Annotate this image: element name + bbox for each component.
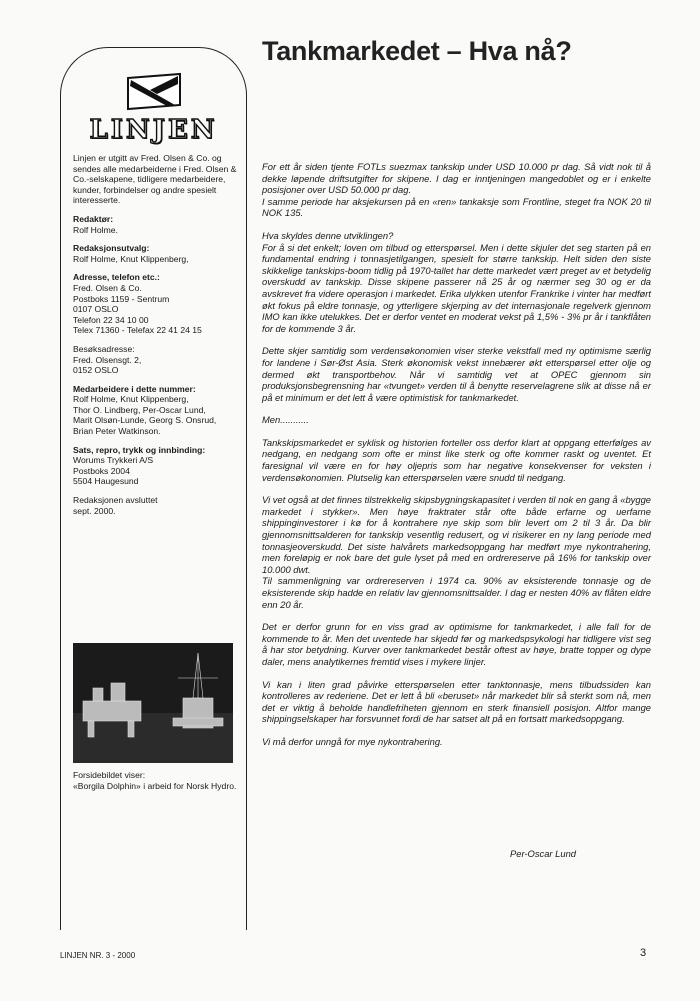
masthead-section-line: Postboks 1159 - Sentrum [73,293,170,304]
masthead-section [73,445,241,487]
photo-caption: Forsidebildet viser: «Borgila Dolphin» i arbeid for Norsk Hydro. [73,770,237,791]
masthead-section-line: sept. 2000. [73,505,116,516]
masthead-section-heading: Redaktør: [73,213,114,224]
masthead-sidebar [60,47,247,930]
masthead-section [73,344,241,376]
masthead-section-line: Telex 71360 - Telefax 22 41 24 15 [73,325,202,336]
masthead-section-heading: Adresse, telefon etc.: [73,272,160,283]
masthead-section [73,495,241,516]
oil-rig-image-icon [73,643,233,763]
masthead-section-line: Marit Olsøn-Lunde, Georg S. Onsrud, [73,415,217,426]
page-number: 3 [640,947,647,959]
article-title: Tankmarkedet – Hva nå? [262,36,572,66]
flag-logo-icon [125,72,183,112]
logo [61,72,246,145]
masthead-section-line: Thor O. Lindberg, Per-Oscar Lund, [73,404,206,415]
article-paragraph: Hva skyldes denne utviklingen? For å si det enkelt; loven om tilbud og etterspørsel. Men i dette skjuler det seg starten på en fundamental endring i tonnasjetilgangen, spesielt for større tankskip. Helt siden den siste skikkelige tankskips-boom tidlig på 1970-tallet har dette markedet vært preget av et betydelig overskudd av tankskip. Disse skipene passerer nå 25 år og nærmer seg 30 og er da avskrevet fra videre operasjon i markedet. Erika ulykken utenfor Frankrike i vinter har medført økt fokus på eldre tonnasje, og ytterligere skjerping av det internasjonale regelverk gjennom IMO kan ikke utelukkes. Det er derfor ventet en moderat vekst på 1,5% - 3% pr år i tankflåten for de kommende 3 år. [262,229,651,334]
masthead-section [73,384,241,437]
masthead-section [73,214,241,235]
masthead-section-line: Brian Peter Watkinson. [73,426,161,437]
masthead-section [73,272,241,336]
masthead-section-line: Worums Trykkeri A/S [73,455,154,466]
logo-text: LINJEN [89,115,218,145]
show-through-text [258,66,638,106]
article-paragraph: For ett år siden tjente FOTLs suezmax tankskip under USD 10.000 pr dag. Så vidt nok til å dekke løpende driftsutgifter for skipene. I dag er inntjeningen mangedoblet og er i enkelte posisjoner over USD 50.000 pr dag. I samme periode har aksjekursen på en «ren» tankaksje som Frontline, steget fra NOK 20 til NOK 135. [262,161,651,219]
masthead-intro: Linjen er utgitt av Fred. Olsen & Co. og sendes alle medarbeiderne i Fred. Olsen & Co.-selskapene, tidligere medarbeidere, kunder, forbindelser og andre spesielt interesserte. [73,153,237,206]
masthead-section-line: 0152 OSLO [73,365,119,376]
masthead-section-heading: Sats, repro, trykk og innbinding: [73,444,206,455]
masthead-section-line: Fred. Olsen & Co. [73,282,142,293]
article-paragraph: Tankskipsmarkedet er syklisk og historien forteller oss derfor klart at oppgang etterfølges av nedgang, en nedgang som ofte er minst like sterk og ofte kommer raskt og uventet. Et faresignal vil være en for høy oljepris som har negative konsekvenser for veksten i verdensøkonomien. Plutselig kan etterspørselen være snudd til nedgang. [262,436,651,483]
author-signature: Per-Oscar Lund [510,848,577,859]
cover-photo-oil-rig [73,643,233,763]
article-paragraph: Det er derfor grunn for en viss grad av optimisme for tankmarkedet, i alle fall for de kommende to år. Men det uventede har skjedd før og markedspsykologi har tidligere vist seg å har stor betydning. Kurver over tankmarkedet består oftest av høye, bratte topper og dype daler, mens analytikernes fremtid vises i mykere linjer. [262,621,651,667]
masthead-section-line: Postboks 2004 [73,465,130,476]
issue-footer: LINJEN NR. 3 - 2000 [60,951,136,960]
masthead-section-line: Fred. Olsensgt. 2, [73,354,142,365]
masthead-section-line: Telefon 22 34 10 00 [73,314,149,325]
article-paragraph: Dette skjer samtidig som verdensøkonomien viser sterke vekstfall med ny optimisme særlig for landene i Sør-Øst Asia. Sterk økonomisk vekst innebærer økt etterspørsel etter olje og dermed økt transportbehov. Når vi samtidig vet at OPEC gjennom sin produksjonsbegrensning har «tvunget» verden til å benytte reservelagrene slik at disse nå er på et minimum er det lett å være optimistisk for tankmarkedet. [262,345,651,403]
masthead-section-line: Rolf Holme, Knut Klippenberg, [73,253,189,264]
masthead-text [73,153,241,524]
masthead-section-line: Rolf Holme. [73,224,118,235]
article-body [262,161,651,759]
article-paragraph: Men........... [262,414,309,426]
masthead-section-heading: Redaksjonsutvalg: [73,243,150,254]
article-paragraph: Vi vet også at det finnes tilstrekkelig skipsbygningskapasitet i verden til nok en gang å «bygge markedet i stykker». Men høye fraktrater står ofte både erfarne og uerfarne shippinginvestorer i kø for å kontrahere nye skip som blir levert om 2 til 3 år. Da blir gjennomsnittsalderen for tankskip vesentlig redusert, og vi risikerer en ny lang periode med tonnasjeoverskudd. Det siste halvårets markedsoppgang har medført mye nykontrahering, men foreløpig er nok bare det gule lyset på med en ordrereserve på 16% for tankskip over 10.000 dwt. Til sammenligning var ordrereserven i 1974 ca. 90% av eksisterende tonnasje og de eksisterende skip hadde en relativ lav gjennomsnittsalder. I dag er nesten 40% av flåten eldre enn 20 år. [262,494,651,610]
masthead-section-line: 5504 Haugesund [73,476,139,487]
masthead-section [73,243,241,264]
masthead-section-line: Redaksjonen avsluttet [73,495,158,506]
masthead-section-line: Rolf Holme, Knut Klippenberg, [73,394,189,405]
masthead-section-line: 0107 OSLO [73,304,119,315]
article-paragraph: Vi må derfor unngå for mye nykontrahering. [262,735,443,747]
masthead-section-heading: Medarbeidere i dette nummer: [73,383,196,394]
masthead-section-line: Besøksadresse: [73,343,135,354]
article-paragraph: Vi kan i liten grad påvirke etterspørselen etter tanktonnasje, mens tilbudssiden kan kontrolleres av rederiene. Det er lett å bli «beruset» når markedet blir så sterkt som nå, men det er viktig å beholde handlefriheten gjennom en sterk finansiell posisjon. Altfor mange shippingselskaper har forsvunnet fordi de har satset alt på en fortsatt markedsoppgang. [262,678,651,725]
